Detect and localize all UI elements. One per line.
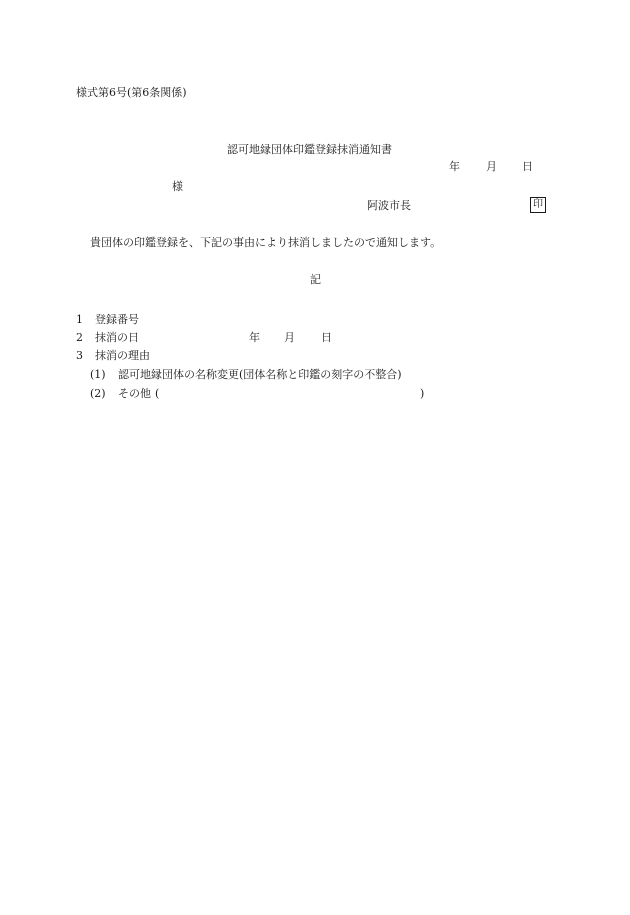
document-title: 認可地縁団体印鑑登録抹消通知書 [227,143,392,156]
date-day-label: 日 [522,160,533,173]
notice-body-text: 貴団体の印鑑登録を、下記の事由により抹消しましたので通知します。 [90,236,442,249]
issuer-name: 阿波市長 [367,199,411,212]
reason-number: (2) [90,387,106,400]
item-label-registration-number: 登録番号 [95,313,139,326]
reason-number: (1) [90,368,106,381]
reason-other: その他 [118,387,151,400]
reason-other-close-paren: ) [420,387,425,400]
ki-heading: 記 [310,273,321,286]
item-number: 3 [76,349,83,362]
date-year-label: 年 [449,160,460,173]
form-number: 様式第6号(第6条関係) [76,86,187,99]
reason-name-change: 認可地縁団体の名称変更(団体名称と印鑑の刻字の不整合) [118,368,402,381]
item-number: 2 [76,331,83,344]
seal-mark: 印 [530,197,546,213]
reason-other-open-paren: ( [155,387,160,400]
item-label-cancellation-reason: 抹消の理由 [95,349,150,362]
cancellation-year-label: 年 [249,331,260,344]
date-month-label: 月 [486,160,497,173]
item-number: 1 [76,313,83,326]
addressee-suffix: 様 [172,180,183,193]
item-label-cancellation-date: 抹消の日 [95,331,139,344]
cancellation-day-label: 日 [321,331,332,344]
cancellation-month-label: 月 [284,331,295,344]
